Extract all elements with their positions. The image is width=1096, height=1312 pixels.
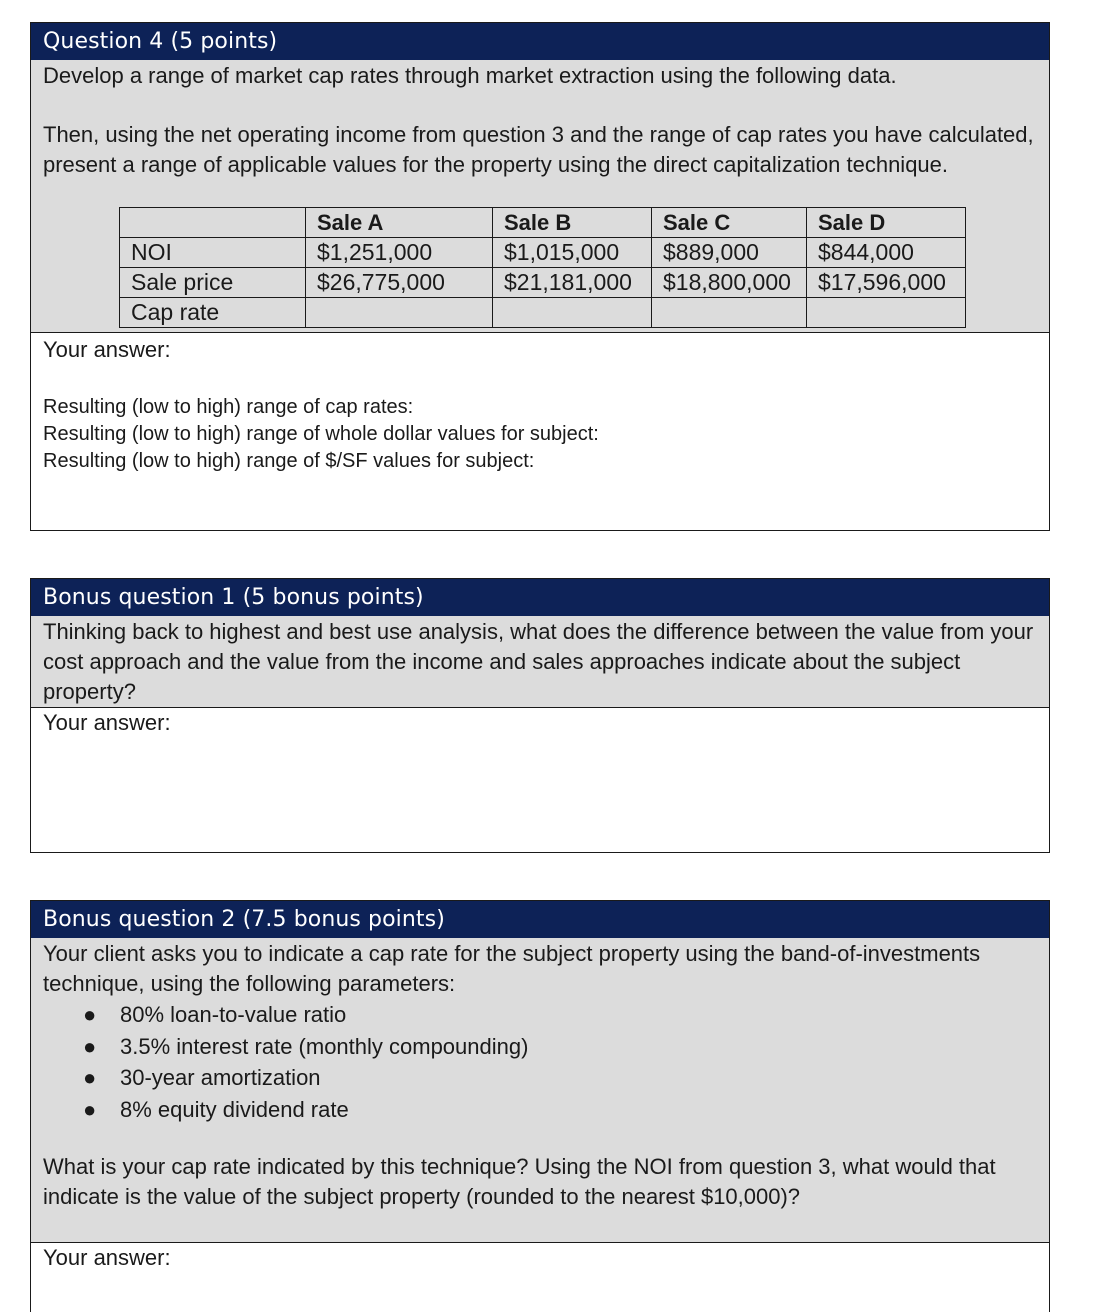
question-4-answer-box[interactable]: [30, 332, 1050, 531]
question-4-title: Question 4 (5 points): [30, 22, 1050, 60]
table-cell: $1,251,000: [306, 238, 493, 268]
table-cell: $1,015,000: [493, 238, 652, 268]
bonus-question-2-prompt: [30, 938, 1050, 1242]
answer-line-dollar-values: Resulting (low to high) range of whole dollar values for subject:: [43, 423, 599, 445]
list-item: [43, 1062, 1037, 1094]
table-cell: $17,596,000: [807, 268, 966, 298]
table-cell: $844,000: [807, 238, 966, 268]
bonus-question-1-text: Thinking back to highest and best use analysis, what does the difference between the value from your cost approach and the value from the income and sales approaches indicate about the subject property?: [43, 619, 1034, 704]
bonus-question-1-prompt: [30, 616, 1050, 707]
list-item-text: 30-year amortization: [120, 1065, 321, 1090]
table-header-cell: Sale C: [652, 208, 807, 238]
list-item-text: 80% loan-to-value ratio: [120, 1002, 347, 1027]
table-row: [120, 268, 966, 298]
bonus-question-1-title: Bonus question 1 (5 bonus points): [30, 578, 1050, 616]
table-row: [120, 238, 966, 268]
bullet-icon: ●: [83, 1033, 97, 1059]
list-item-text: 8% equity dividend rate: [120, 1096, 349, 1122]
question-4-block: [30, 22, 1050, 531]
question-4-prompt: [30, 60, 1050, 332]
table-cell: [493, 298, 652, 328]
bonus-question-2-title: Bonus question 2 (7.5 bonus points): [30, 900, 1050, 938]
bonus-question-2-question: What is your cap rate indicated by this technique? Using the NOI from question 3, what would that indicate is the value of the subject property (rounded to the nearest $10,000)?: [43, 1154, 996, 1209]
bonus-question-2-answer-box[interactable]: [30, 1242, 1050, 1312]
bonus-question-2-block: [30, 900, 1050, 1312]
table-cell: $18,800,000: [652, 268, 807, 298]
answer-line-psf-values: Resulting (low to high) range of $/SF values for subject:: [43, 450, 535, 472]
parameter-list: [43, 999, 1037, 1125]
table-row-label: Sale price: [120, 268, 306, 298]
bonus-question-2-intro: Your client asks you to indicate a cap rate for the subject property using the band-of-investments technique, using the following parameters:: [43, 941, 981, 996]
table-row: [120, 298, 966, 328]
table-header-cell: Sale D: [807, 208, 966, 238]
market-extraction-table: [119, 207, 966, 328]
table-header-cell: [120, 208, 306, 238]
answer-label: Your answer:: [43, 710, 171, 735]
answer-label: Your answer:: [43, 337, 171, 362]
question-4-para-1: Develop a range of market cap rates through market extraction using the following data.: [43, 63, 897, 88]
table-row-label: Cap rate: [120, 298, 306, 328]
list-item: [43, 999, 1037, 1031]
table-cell: [652, 298, 807, 328]
list-item: [43, 1094, 1037, 1126]
question-4-para-2: Then, using the net operating income from question 3 and the range of cap rates you have calculated, present a range of applicable values for the property using the direct capitalization technique.: [43, 122, 1034, 177]
table-header-cell: Sale B: [493, 208, 652, 238]
list-item: [43, 1031, 1037, 1063]
table-row-label: NOI: [120, 238, 306, 268]
table-cell: [306, 298, 493, 328]
table-cell: [807, 298, 966, 328]
table-cell: $889,000: [652, 238, 807, 268]
table-header-row: [120, 208, 966, 238]
bullet-icon: ●: [83, 1002, 97, 1027]
bonus-question-1-answer-box[interactable]: [30, 707, 1050, 853]
answer-line-cap-rates: Resulting (low to high) range of cap rates:: [43, 396, 414, 418]
bonus-question-1-block: [30, 578, 1050, 853]
table-cell: $21,181,000: [493, 268, 652, 298]
table-cell: $26,775,000: [306, 268, 493, 298]
table-header-cell: Sale A: [306, 208, 493, 238]
answer-label: Your answer:: [43, 1245, 171, 1270]
bullet-icon: ●: [83, 1065, 97, 1090]
bullet-icon: ●: [83, 1096, 97, 1122]
list-item-text: 3.5% interest rate (monthly compounding): [120, 1033, 529, 1059]
